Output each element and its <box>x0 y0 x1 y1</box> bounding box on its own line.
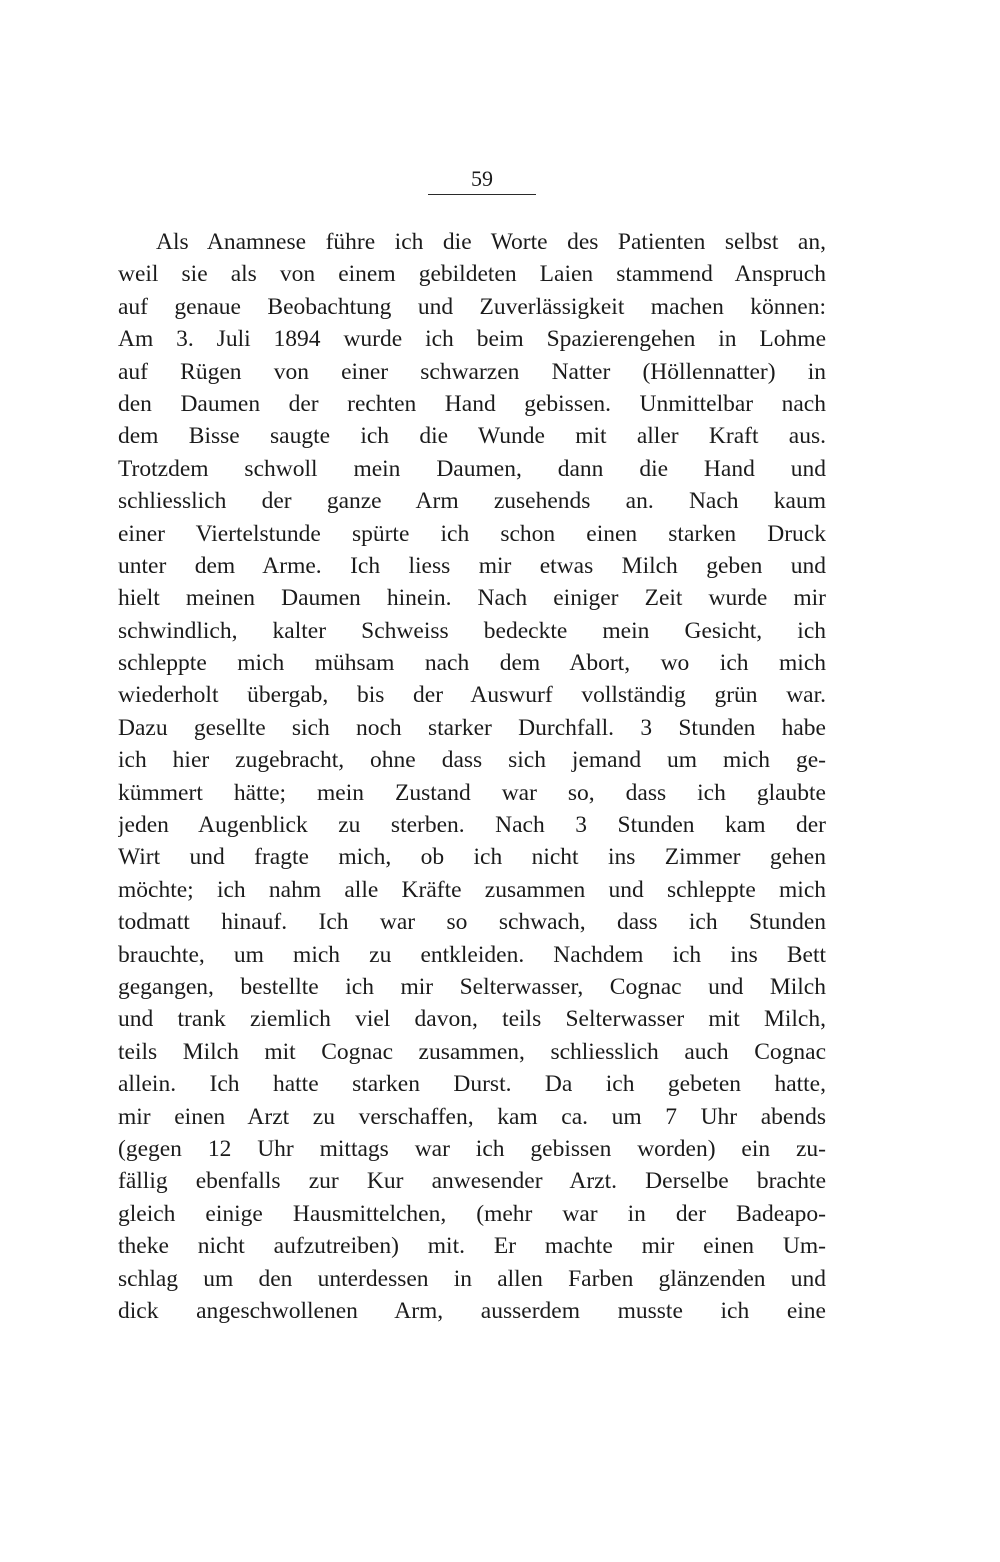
text-line: den Daumen der rechten Hand gebissen. Unmittelbar nach <box>118 390 826 417</box>
text-line: hielt meinen Daumen hinein. Nach einiger Zeit wurde mir <box>118 585 826 612</box>
text-line: einer Viertelstunde spürte ich schon einen starken Druck <box>118 520 826 547</box>
text-line: Dazu gesellte sich noch starker Durchfall. 3 Stunden habe <box>118 714 826 741</box>
text-line: dick angeschwollenen Arm, ausserdem musste ich eine <box>118 1297 826 1324</box>
text-line: weil sie als von einem gebildeten Laien stammend Anspruch <box>118 261 826 288</box>
text-line: Als Anamnese führe ich die Worte des Patienten selbst an, <box>156 229 826 255</box>
text-line: auf genaue Beobachtung und Zuverlässigkeit machen können: <box>118 293 826 320</box>
text-line: theke nicht aufzutreiben) mit. Er machte mir einen Um- <box>118 1233 826 1260</box>
text-line: gegangen, bestellte ich mir Selterwasser, Cognac und Milch <box>118 973 826 1000</box>
page-number: 59 <box>471 166 493 191</box>
text-line: brauchte, um mich zu entkleiden. Nachdem ich ins Bett <box>118 941 826 968</box>
text-line: ich hier zugebracht, ohne dass sich jemand um mich ge- <box>118 747 826 774</box>
body-text <box>118 226 826 1327</box>
text-line: und trank ziemlich viel davon, teils Selterwasser mit Milch, <box>118 1006 826 1033</box>
text-line: schlag um den unterdessen in allen Farben glänzenden und <box>118 1265 826 1292</box>
text-line: dem Bisse saugte ich die Wunde mit aller Kraft aus. <box>118 423 826 450</box>
text-line: (gegen 12 Uhr mittags war ich gebissen worden) ein zu- <box>118 1135 826 1162</box>
text-line: Am 3. Juli 1894 wurde ich beim Spazierengehen in Lohme <box>118 326 826 353</box>
text-line: unter dem Arme. Ich liess mir etwas Milch geben und <box>118 552 826 579</box>
text-line: schliesslich der ganze Arm zusehends an. Nach kaum <box>118 488 826 515</box>
text-line: allein. Ich hatte starken Durst. Da ich gebeten hatte, <box>118 1071 826 1098</box>
text-line: gleich einige Hausmittelchen, (mehr war in der Badeapo- <box>118 1200 826 1227</box>
text-line: möchte; ich nahm alle Kräfte zusammen und schleppte mich <box>118 876 826 903</box>
text-line: schwindlich, kalter Schweiss bedeckte mein Gesicht, ich <box>118 617 826 644</box>
text-line: wiederholt übergab, bis der Auswurf vollständig grün war. <box>118 682 826 709</box>
text-line: Wirt und fragte mich, ob ich nicht ins Zimmer gehen <box>118 844 826 871</box>
text-line: Trotzdem schwoll mein Daumen, dann die Hand und <box>118 455 826 482</box>
text-line: jeden Augenblick zu sterben. Nach 3 Stunden kam der <box>118 812 826 839</box>
page-number-rule <box>428 194 536 195</box>
text-line: schleppte mich mühsam nach dem Abort, wo ich mich <box>118 650 826 677</box>
text-line: fällig ebenfalls zur Kur anwesender Arzt. Derselbe brachte <box>118 1168 826 1195</box>
text-line: auf Rügen von einer schwarzen Natter (Höllennatter) in <box>118 358 826 385</box>
text-line: mir einen Arzt zu verschaffen, kam ca. um 7 Uhr abends <box>118 1103 826 1130</box>
text-line: todmatt hinauf. Ich war so schwach, dass ich Stunden <box>118 909 826 936</box>
text-line: kümmert hätte; mein Zustand war so, dass ich glaubte <box>118 779 826 806</box>
text-line: teils Milch mit Cognac zusammen, schliesslich auch Cognac <box>118 1038 826 1065</box>
